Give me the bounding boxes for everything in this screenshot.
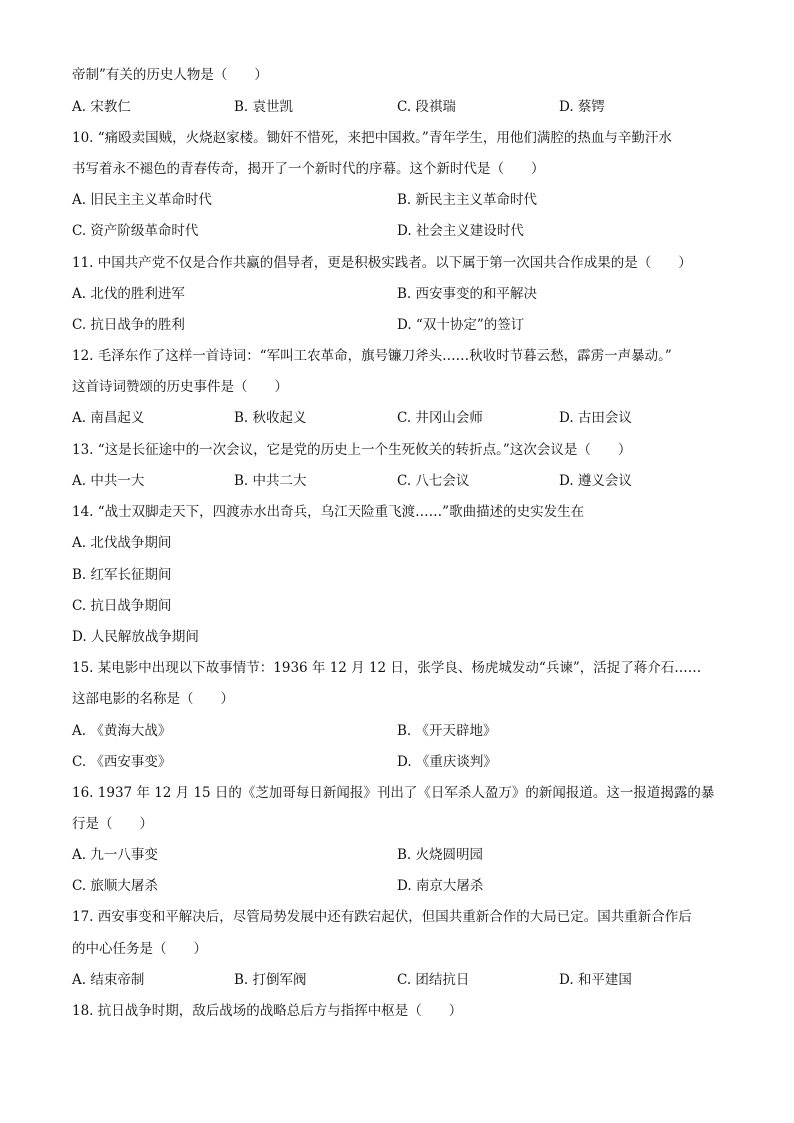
q15-option-b[interactable]: B. 《开天辟地》 xyxy=(397,723,497,739)
q10-option-b[interactable]: B. 新民主主义革命时代 xyxy=(397,192,538,208)
q16-option-b[interactable]: B. 火烧圆明园 xyxy=(397,847,484,863)
q15-option-c[interactable]: C. 《西安事变》 xyxy=(72,754,172,770)
q10-option-a[interactable]: A. 旧民主主义革命时代 xyxy=(72,192,212,208)
q11-option-d[interactable]: D. “双十协定”的签订 xyxy=(397,317,525,333)
q17-option-d[interactable]: D. 和平建国 xyxy=(559,972,632,988)
q11-option-c[interactable]: C. 抗日战争的胜利 xyxy=(72,317,185,333)
q9-stem: 帝制”有关的历史人物是（ ） xyxy=(72,67,268,83)
q16-stem-line2: 行是（ ） xyxy=(72,816,153,832)
q13-option-b[interactable]: B. 中共二大 xyxy=(234,473,307,489)
q18-stem: 18. 抗日战争时期，敌后战场的战略总后方与指挥中枢是（ ） xyxy=(72,1003,463,1019)
q15-stem-line1: 15. 某电影中出现以下故事情节：1936 年 12 月 12 日，张学良、杨虎城发动“兵谏”，活捉了蒋介石…… xyxy=(72,660,702,676)
q9-option-c[interactable]: C. 段祺瑞 xyxy=(397,99,456,115)
q12-stem-line2: 这首诗词赞颂的历史事件是（ ） xyxy=(72,379,288,395)
q12-option-c[interactable]: C. 井冈山会师 xyxy=(397,410,483,426)
q17-option-c[interactable]: C. 团结抗日 xyxy=(397,972,470,988)
q12-option-d[interactable]: D. 古田会议 xyxy=(559,410,632,426)
q15-stem-line2: 这部电影的名称是（ ） xyxy=(72,691,234,707)
q10-option-d[interactable]: D. 社会主义建设时代 xyxy=(397,223,524,239)
q12-option-b[interactable]: B. 秋收起义 xyxy=(234,410,307,426)
q13-stem: 13. “这是长征途中的一次会议，它是党的历史上一个生死攸关的转折点。”这次会议是（ ） xyxy=(72,442,632,458)
q14-option-c[interactable]: C. 抗日战争期间 xyxy=(72,598,172,614)
q14-option-d[interactable]: D. 人民解放战争期间 xyxy=(72,629,199,645)
q13-option-d[interactable]: D. 遵义会议 xyxy=(559,473,632,489)
q12-option-a[interactable]: A. 南昌起义 xyxy=(72,410,145,426)
q17-stem-line1: 17. 西安事变和平解决后，尽管局势发展中还有跌宕起伏，但国共重新合作的大局已定。国共重新合作后 xyxy=(72,909,692,925)
q11-stem: 11. 中国共产党不仅是合作共赢的倡导者，更是积极实践者。以下属于第一次国共合作成果的是（ ） xyxy=(72,255,692,271)
q13-option-a[interactable]: A. 中共一大 xyxy=(72,473,145,489)
q17-option-a[interactable]: A. 结束帝制 xyxy=(72,972,145,988)
q16-option-d[interactable]: D. 南京大屠杀 xyxy=(397,878,484,894)
q11-option-b[interactable]: B. 西安事变的和平解决 xyxy=(397,286,538,302)
q14-option-b[interactable]: B. 红军长征期间 xyxy=(72,567,172,583)
q9-option-a[interactable]: A. 宋教仁 xyxy=(72,99,131,115)
q14-option-a[interactable]: A. 北伐战争期间 xyxy=(72,535,172,551)
q17-option-b[interactable]: B. 打倒军阀 xyxy=(234,972,307,988)
q17-stem-line2: 的中心任务是（ ） xyxy=(72,941,207,957)
q9-option-b[interactable]: B. 袁世凯 xyxy=(234,99,294,115)
q10-stem-line1: 10. “痛殴卖国贼，火烧赵家楼。锄奸不惜死，来把中国救。”青年学生，用他们满腔的热血与辛勤汗水 xyxy=(72,130,672,146)
q12-stem-line1: 12. 毛泽东作了这样一首诗词：“军叫工农革命，旗号镰刀斧头……秋收时节暮云愁，霹雳一声暴动。” xyxy=(72,348,672,364)
q15-option-a[interactable]: A. 《黄海大战》 xyxy=(72,723,172,739)
q9-option-d[interactable]: D. 蔡锷 xyxy=(559,99,605,115)
q10-option-c[interactable]: C. 资产阶级革命时代 xyxy=(72,223,199,239)
q11-option-a[interactable]: A. 北伐的胜利进军 xyxy=(72,286,185,302)
q16-stem-line1: 16. 1937 年 12 月 15 日的《芝加哥每日新闻报》刊出了《日军杀人盈万》的新闻报道。这一报道揭露的暴 xyxy=(72,785,715,801)
q16-option-a[interactable]: A. 九一八事变 xyxy=(72,847,158,863)
q16-option-c[interactable]: C. 旅顺大屠杀 xyxy=(72,878,158,894)
q15-option-d[interactable]: D. 《重庆谈判》 xyxy=(397,754,497,770)
q13-option-c[interactable]: C. 八七会议 xyxy=(397,473,470,489)
q14-stem: 14. “战士双脚走天下，四渡赤水出奇兵，乌江天险重飞渡……”歌曲描述的史实发生在 xyxy=(72,504,585,520)
q10-stem-line2: 书写着永不褪色的青春传奇，揭开了一个新时代的序幕。这个新时代是（ ） xyxy=(72,161,545,177)
